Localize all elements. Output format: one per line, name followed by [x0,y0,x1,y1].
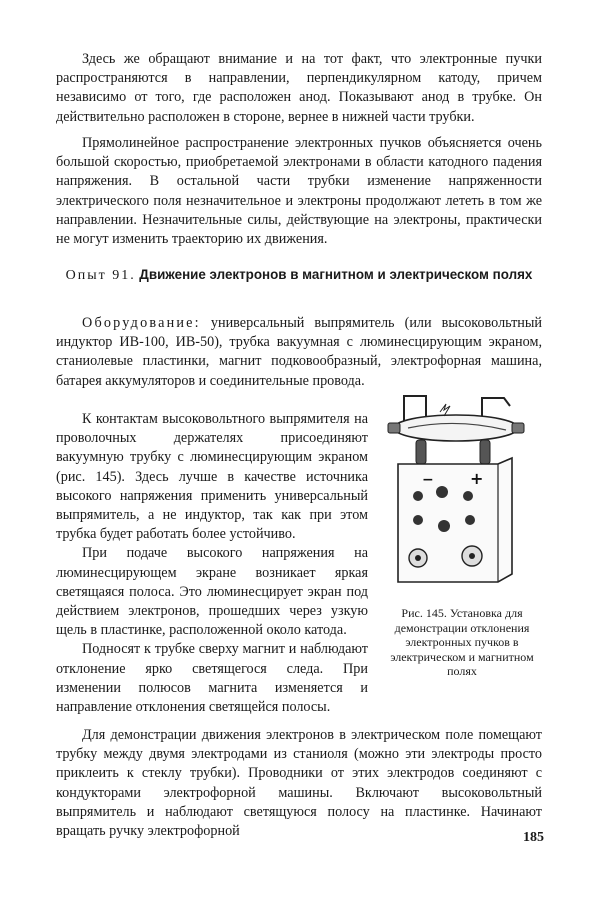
spark-icon [440,404,450,416]
dial-right-center [469,553,475,559]
terminal-knob-2 [436,486,448,498]
equipment-text: универсальный выпрямитель (или высоковольтный индуктор ИВ-100, ИВ-50), трубка вакуумная с люминесцирующим экраном, станиолевые пластинки, магнит подковообразный, электрофорная машина, батарея аккумуляторов и соединительные провода. [56,315,542,389]
text-column [56,410,368,717]
page-number: 185 [523,830,544,845]
figure-caption: Рис. 145. Установка для демонстрации отклонения электронных пучков в электрическом и магнитном полях [390,606,534,678]
experiment-title: Движение электронов в магнитном и электрическом полях [139,267,533,282]
paragraph-electric-field: Для демонстрации движения электронов в электрическом поле помещают трубку между двумя электродами из станиоля (можно эти электроды просто приклеить к стеклу трубки). Проводники от этих электродов соединяют с кондукторами электрофорной машины. Включают высоковольтный выпрямитель и наблюдают светящуюся полосу на пластинке. Начинают вращать ручку электрофорной [56,727,542,840]
paragraph-rectilinear-propagation: Прямолинейное распространение электронных пучков объясняется очень большой скоростью, приобретаемой электронами в области катодного падения напряжения. В остальной части трубки изменение напряженности электрического поля незначительное и электроны продолжают лететь в том же направлении. Незначительные силы, действующие на электроны, практически не могут изменить траекторию их движения. [56,135,542,248]
equipment-label: Оборудование: [82,315,201,331]
paragraph-luminescence: При подаче высокого напряжения на люминесцирующем экране возникает яркая светящаяся полоса. Это люминесцирует экран под действием электронов, прошедших через узкую щель в пластинке, расположенной около катода. [56,545,368,639]
paragraph-connection: К контактам высоковольтного выпрямителя на проволочных держателях присоединяют вакуумную трубку с люминесцирующим экраном (рис. 145). Здесь лучше в качестве источника высокого напряжения применить универсальный выпрямитель, а не индуктор, так как при этом трубка будет работать более устойчиво. [56,411,368,543]
experiment-number: Опыт 91. [65,268,136,283]
terminal-knob-4 [413,515,423,525]
terminal-right [480,440,490,464]
plus-sign: + [470,469,484,488]
terminal-knob-5 [438,520,450,532]
minus-sign: − [422,472,434,488]
dial-left-center [415,555,421,561]
paragraph-anode: Здесь же обращают внимание и на тот факт, что электронные пучки распространяются в направлении, перпендикулярном катоду, причем независимо от того, где расположен анод. Показывают анод в трубке. Он действительно расположен в стороне, вернее в нижней части трубки. [56,51,542,125]
terminal-left [416,440,426,464]
equipment-paragraph [56,314,542,391]
tube-cap-left [388,423,400,433]
rectifier-tube-illustration [382,388,542,596]
tube-cap-right [512,423,524,433]
terminal-knob-3 [463,491,473,501]
paragraph-magnet: Подносят к трубке сверху магнит и наблюдают отклонение ярко светящегося следа. При изменении полюсов магнита изменяется и направление отклонения светящейся полосы. [56,641,368,716]
terminal-knob-1 [413,491,423,501]
experiment-heading [56,266,542,285]
terminal-knob-6 [465,515,475,525]
